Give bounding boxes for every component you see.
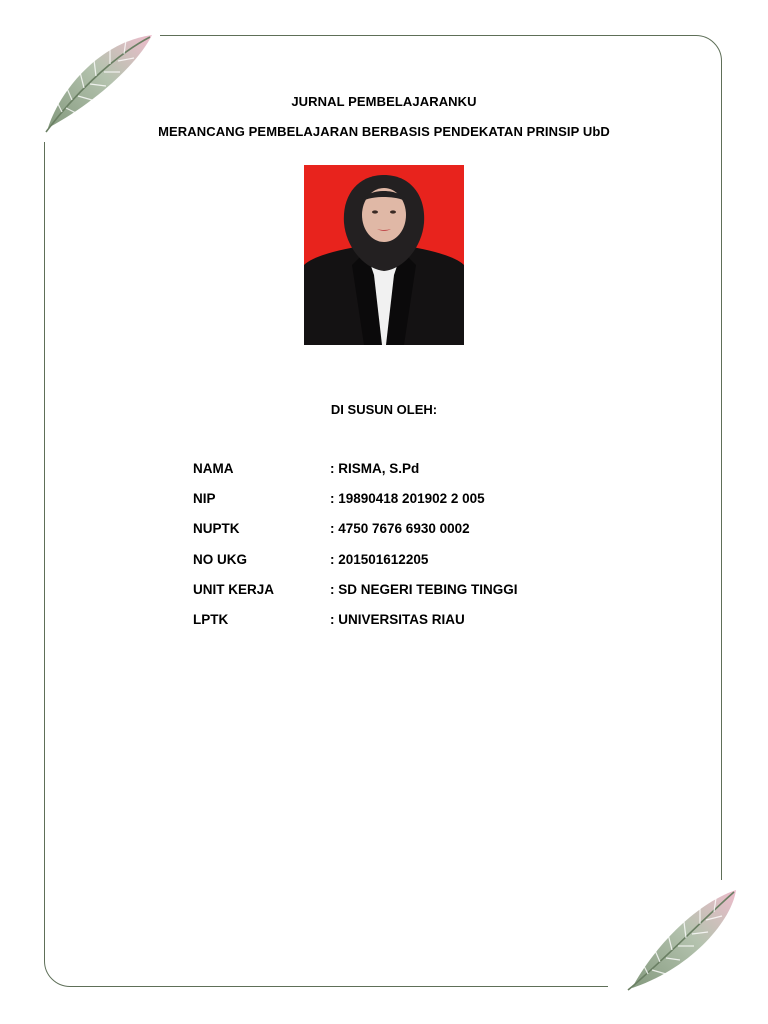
info-label: NAMA bbox=[193, 461, 234, 476]
info-value: : 201501612205 bbox=[330, 551, 429, 567]
leaf-ornament-bottom-right-icon bbox=[620, 882, 750, 997]
info-value: : 19890418 201902 2 005 bbox=[330, 491, 485, 507]
info-label: UNIT KERJA bbox=[193, 581, 275, 597]
info-label: LPTK bbox=[193, 611, 229, 627]
document-title: JURNAL PEMBELAJARANKU bbox=[291, 94, 477, 109]
info-value: : SD NEGERI TEBING TINGGI bbox=[330, 581, 518, 597]
info-value: : UNIVERSITAS RIAU bbox=[330, 611, 465, 627]
author-heading: DI SUSUN OLEH: bbox=[330, 402, 438, 417]
info-value: : 4750 7676 6930 0002 bbox=[330, 521, 470, 537]
info-label: NIP bbox=[193, 491, 216, 507]
info-label: NO UKG bbox=[193, 551, 247, 567]
portrait-photo bbox=[304, 165, 464, 345]
leaf-ornament-top-left-icon bbox=[30, 20, 160, 135]
document-subtitle: MERANCANG PEMBELAJARAN BERBASIS PENDEKATAN PRINSIP UbD bbox=[158, 124, 610, 139]
info-value: : RISMA, S.Pd bbox=[330, 461, 420, 476]
info-label: NUPTK bbox=[193, 521, 240, 537]
